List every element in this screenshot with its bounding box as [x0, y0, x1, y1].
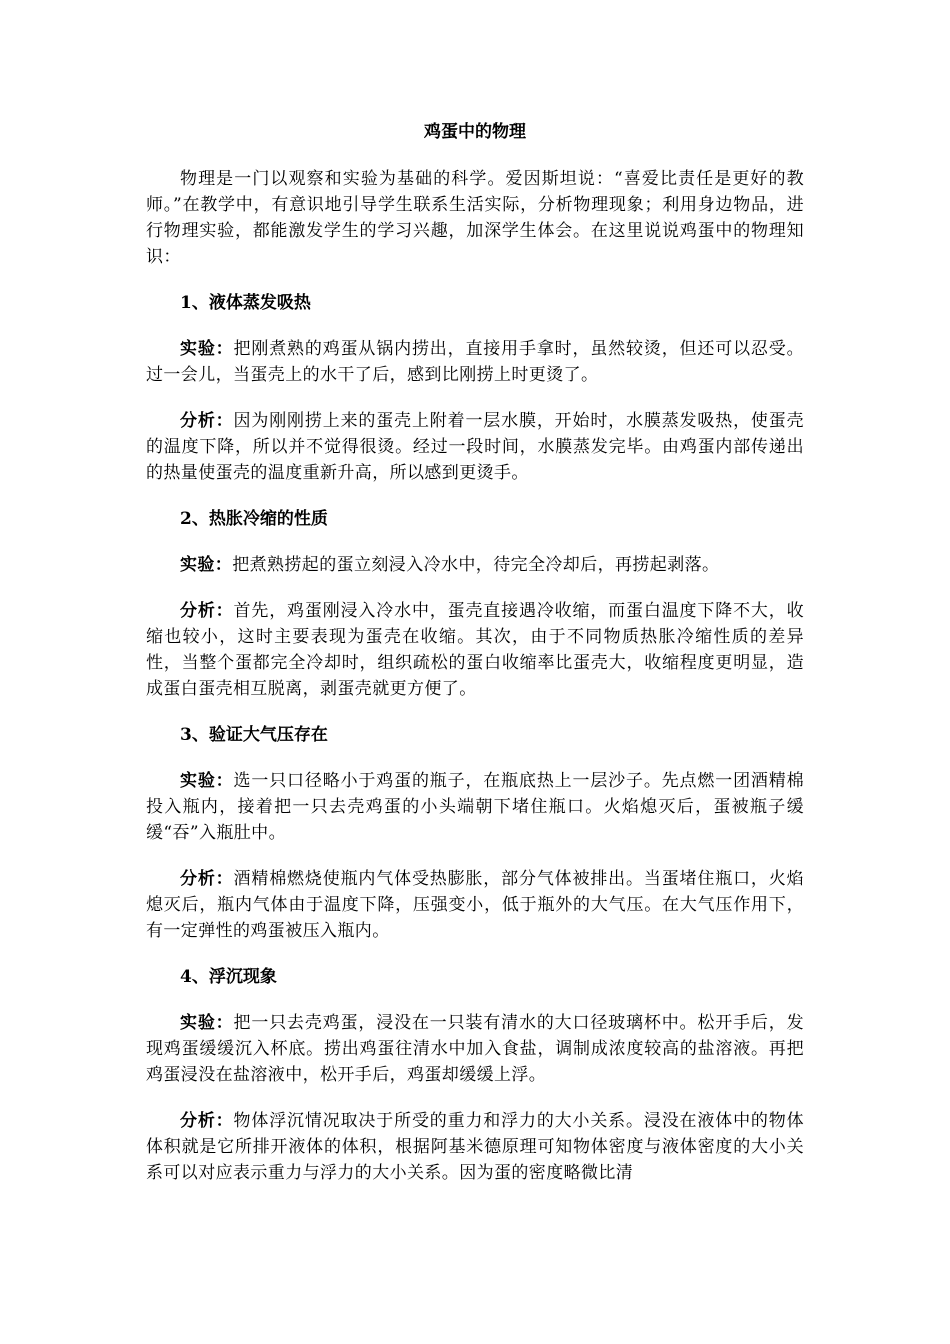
analysis-text: 酒精棉燃烧使瓶内气体受热膨胀，部分气体被排出。当蛋堵住瓶口，火焰熄灭后，瓶内气体由于温度下降，压强变小，低于瓶外的大气压。在大气压作用下，有一定弹性的鸡蛋被压入瓶内。 — [146, 869, 804, 941]
analysis-label: 分析： — [180, 869, 234, 889]
experiment-label: 实验： — [180, 339, 234, 359]
section-3-experiment — [146, 768, 804, 846]
experiment-text: 把一只去壳鸡蛋，浸没在一只装有清水的大口径玻璃杯中。松开手后，发现鸡蛋缓缓沉入杯底。捞出鸡蛋往清水中加入食盐，调制成浓度较高的盐溶液。再把鸡蛋浸没在盐溶液中，松开手后，鸡蛋却缓缓上浮。 — [146, 1013, 804, 1085]
section-4-analysis — [146, 1108, 804, 1186]
experiment-text: 把刚煮熟的鸡蛋从锅内捞出，直接用手拿时，虽然较烫，但还可以忍受。过一会儿，当蛋壳上的水干了后，感到比刚捞上时更烫了。 — [146, 339, 804, 385]
section-heading-3: 3、验证大气压存在 — [180, 725, 328, 745]
document-page — [146, 118, 804, 1206]
section-heading-1: 1、液体蒸发吸热 — [180, 293, 311, 313]
section-heading-2: 2、热胀冷缩的性质 — [180, 509, 328, 529]
experiment-label: 实验： — [180, 771, 234, 791]
section-3-analysis — [146, 866, 804, 944]
experiment-text: 选一只口径略小于鸡蛋的瓶子，在瓶底热上一层沙子。先点燃一团酒精棉投入瓶内，接着把一只去壳鸡蛋的小头端朝下堵住瓶口。火焰熄灭后，蛋被瓶子缓缓“吞”入瓶肚中。 — [146, 771, 804, 843]
analysis-label: 分析： — [180, 601, 234, 621]
section-heading-4: 4、浮沉现象 — [180, 967, 277, 987]
section-1-experiment — [146, 336, 804, 388]
document-title: 鸡蛋中的物理 — [424, 122, 526, 142]
intro-paragraph: 物理是一门以观察和实验为基础的科学。爱因斯坦说：“喜爱比责任是更好的教师。”在教学中，有意识地引导学生联系生活实际，分析物理现象；利用身边物品，进行物理实验，都能激发学生的学习兴趣，加深学生体会。在这里说说鸡蛋中的物理知识： — [146, 169, 804, 267]
analysis-text: 物体浮沉情况取决于所受的重力和浮力的大小关系。浸没在液体中的物体体积就是它所排开液体的体积，根据阿基米德原理可知物体密度与液体密度的大小关系可以对应表示重力与浮力的大小关系。因为蛋的密度略微比清 — [146, 1111, 804, 1183]
section-4-experiment — [146, 1010, 804, 1088]
section-1-analysis — [146, 408, 804, 486]
experiment-text: 把煮熟捞起的蛋立刻浸入冷水中，待完全冷却后，再捞起剥落。 — [232, 555, 720, 575]
experiment-label: 实验： — [180, 555, 233, 575]
experiment-label: 实验： — [180, 1013, 234, 1033]
section-2-experiment — [146, 552, 804, 578]
analysis-label: 分析： — [180, 411, 234, 431]
analysis-text: 首先，鸡蛋刚浸入冷水中，蛋壳直接遇冷收缩，而蛋白温度下降不大，收缩也较小，这时主要表现为蛋壳在收缩。其次，由于不同物质热胀冷缩性质的差异性，当整个蛋都完全冷却时，组织疏松的蛋白收缩率比蛋壳大，收缩程度更明显，造成蛋白蛋壳相互脱离，剥蛋壳就更方便了。 — [146, 601, 804, 699]
analysis-text: 因为刚刚捞上来的蛋壳上附着一层水膜，开始时，水膜蒸发吸热，使蛋壳的温度下降，所以并不觉得很烫。经过一段时间，水膜蒸发完毕。由鸡蛋内部传递出的热量使蛋壳的温度重新升高，所以感到更烫手。 — [146, 411, 804, 483]
analysis-label: 分析： — [180, 1111, 234, 1131]
section-2-analysis — [146, 598, 804, 702]
